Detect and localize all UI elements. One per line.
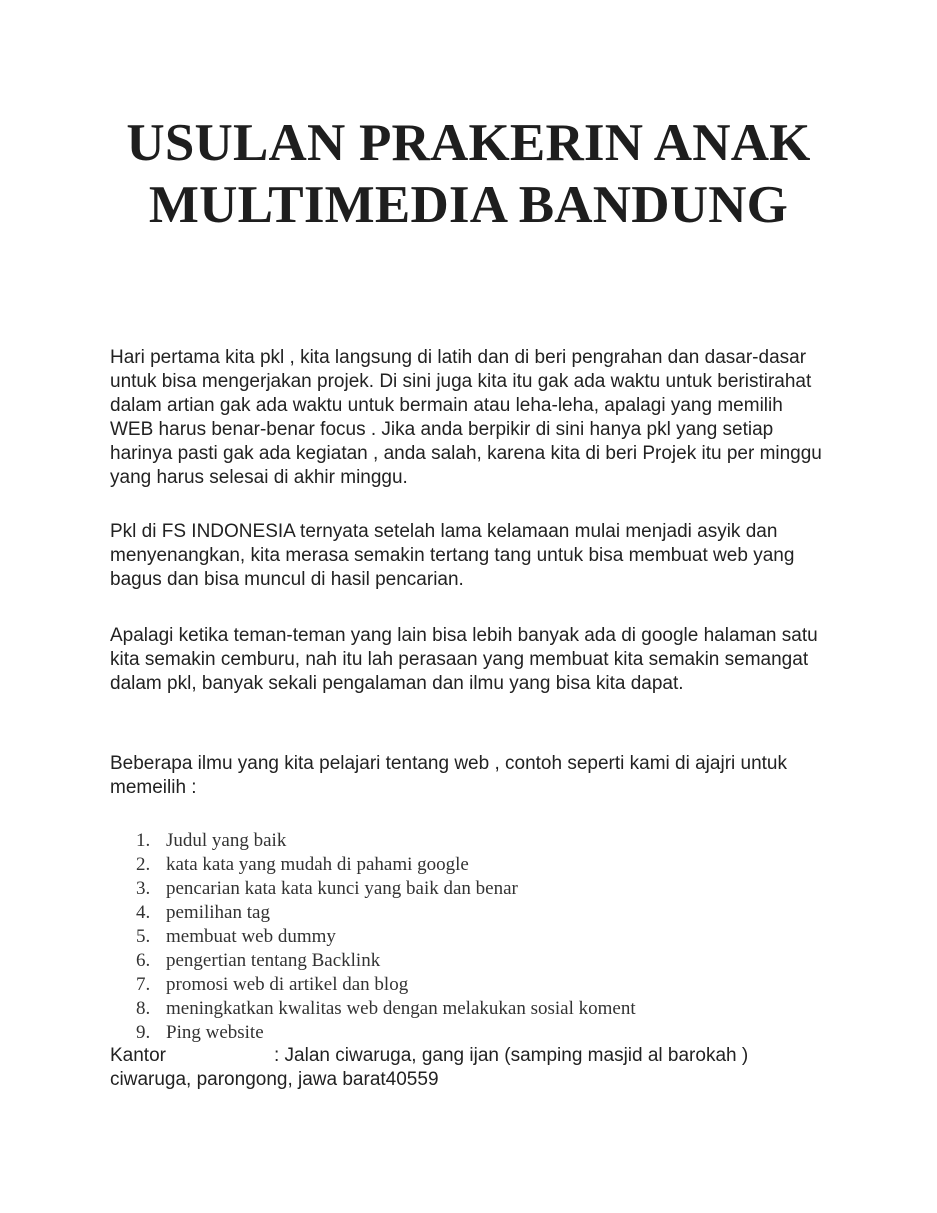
paragraph-first-day: Hari pertama kita pkl , kita langsung di latih dan di beri pengrahan dan dasar-dasar untuk bisa mengerjakan projek. Di sini juga kita itu gak ada waktu untuk beristirahat dalam artian gak ada waktu untuk bermain atau leha-leha, apalagi yang memilih WEB harus benar-benar focus . Jika anda berpikir di sini hanya pkl yang setiap harinya pasti gak ada kegiatan , anda salah, karena kita di beri Projek itu per minggu yang harus selesai di akhir minggu. (110, 347, 822, 488)
list-item-text: pengertian tentang Backlink (166, 950, 381, 971)
list-item (110, 997, 636, 1021)
list-item (110, 949, 636, 973)
list-item-number: 7. (136, 974, 151, 995)
list-item-number: 8. (136, 998, 151, 1019)
list-item (110, 901, 636, 925)
list-item (110, 853, 636, 877)
office-address-block (110, 1044, 830, 1092)
list-item-text: meningkatkan kwalitas web dengan melakukan sosial koment (166, 998, 636, 1019)
list-item (110, 1021, 636, 1045)
list-item-text: promosi web di artikel dan blog (166, 974, 409, 995)
office-address: : Jalan ciwaruga, gang ijan (samping masjid al barokah ) ciwaruga, parongong, jawa barat40559 (110, 1045, 749, 1090)
list-item (110, 973, 636, 997)
office-label: Kantor (110, 1045, 166, 1066)
title-line-2: MULTIMEDIA BANDUNG (148, 176, 789, 234)
list-item-number: 1. (136, 830, 151, 851)
list-item (110, 925, 636, 949)
web-skills-list (110, 829, 636, 1045)
list-item-text: pemilihan tag (166, 902, 270, 923)
list-item-text: pencarian kata kata kunci yang baik dan benar (166, 878, 518, 899)
list-item-number: 4. (136, 902, 151, 923)
list-item-text: Ping website (166, 1022, 264, 1043)
paragraph-fs-indonesia: Pkl di FS INDONESIA ternyata setelah lama kelamaan mulai menjadi asyik dan menyenangkan, kita merasa semakin tertang tang untuk bisa membuat web yang bagus dan bisa muncul di hasil pencarian. (110, 521, 795, 590)
list-item-number: 3. (136, 878, 151, 899)
list-item-number: 6. (136, 950, 151, 971)
list-item-number: 5. (136, 926, 151, 947)
list-item-text: kata kata yang mudah di pahami google (166, 854, 469, 875)
list-item (110, 877, 636, 901)
paragraph-google-page-one: Apalagi ketika teman-teman yang lain bisa lebih banyak ada di google halaman satu kita semakin cemburu, nah itu lah perasaan yang membuat kita semakin semangat dalam pkl, banyak sekali pengalaman dan ilmu yang bisa kita dapat. (110, 625, 818, 694)
paragraph-list-intro: Beberapa ilmu yang kita pelajari tentang web , contoh seperti kami di ajajri untuk memeilih : (110, 753, 787, 798)
list-item-text: membuat web dummy (166, 926, 336, 947)
list-item-number: 9. (136, 1022, 151, 1043)
list-item-number: 2. (136, 854, 151, 875)
document-title (100, 112, 837, 236)
title-line-1: USULAN PRAKERIN ANAK (126, 114, 811, 172)
list-item-text: Judul yang baik (166, 830, 287, 851)
list-item (110, 829, 636, 853)
